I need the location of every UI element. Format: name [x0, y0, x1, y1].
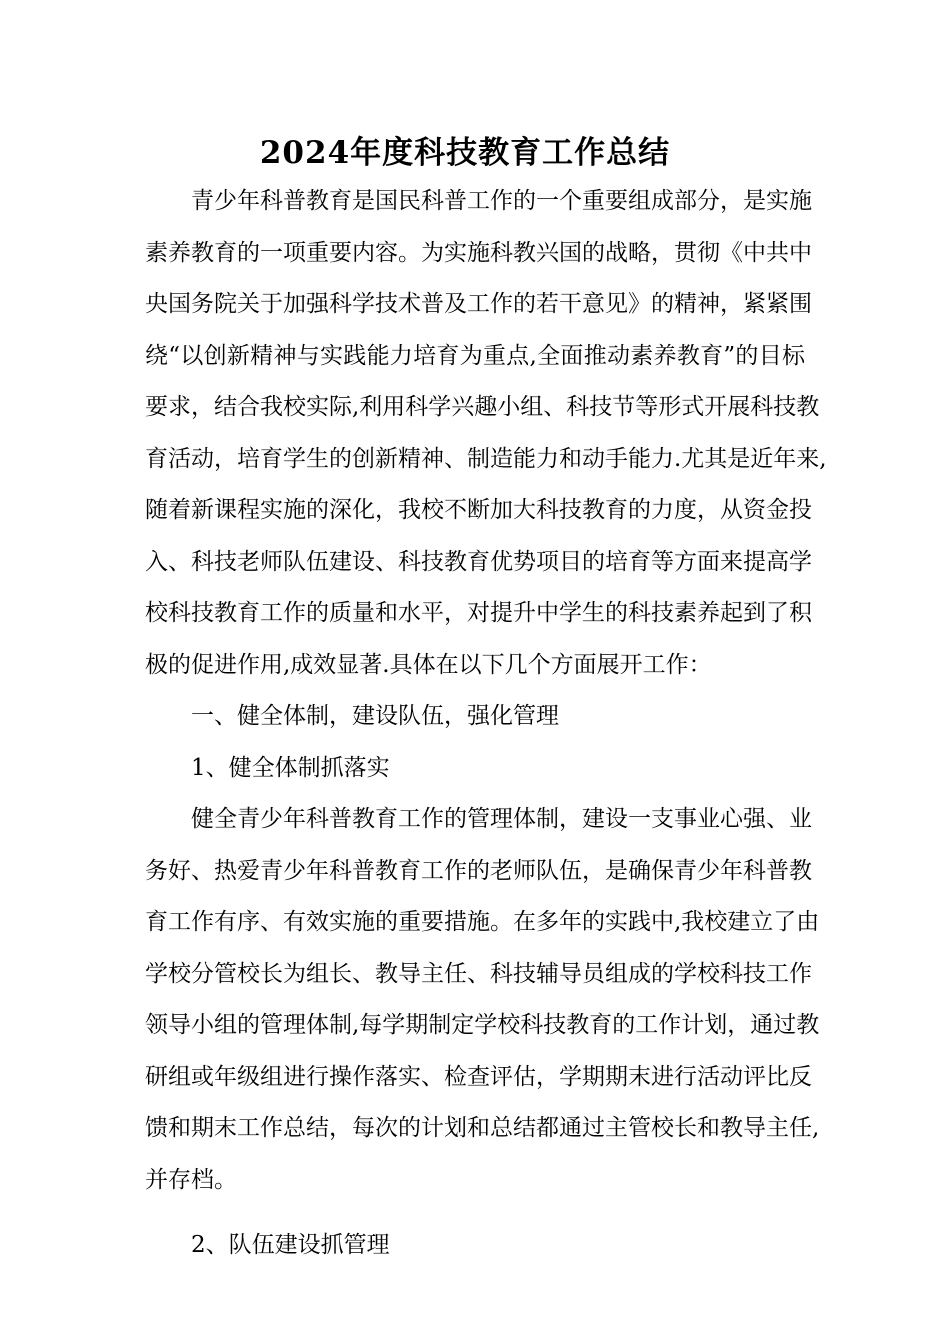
paragraph-line: 健全青少年科普教育工作的管理体制，建设一支事业心强、业	[191, 806, 812, 832]
paragraph-line: 育工作有序、有效实施的重要措施。在多年的实践中,我校建立了由	[145, 909, 820, 935]
paragraph-line: 入、科技老师队伍建设、科技教育优势项目的培育等方面来提高学	[145, 548, 812, 575]
paragraph-line: 要求，结合我校实际,利用科学兴趣小组、科技节等形式开展科技教	[145, 394, 820, 420]
paragraph-intro	[145, 176, 827, 691]
paragraph-line: 随着新课程实施的深化，我校不断加大科技教育的力度，从资金投	[145, 497, 812, 523]
paragraph-line: 务好、热爱青少年科普教育工作的老师队伍，是确保青少年科普教	[145, 857, 812, 884]
paragraph-line: 学校分管校长为组长、教导主任、科技辅导员组成的学校科技工作	[145, 960, 812, 987]
paragraph-line: 并存档。	[145, 1166, 237, 1193]
document-title: 2024年度科技教育工作总结	[259, 135, 671, 171]
paragraph-line: 央国务院关于加强科学技术普及工作的若干意见》的精神，紧紧围	[145, 291, 812, 317]
subsection-heading: 1、健全体制抓落实	[191, 754, 390, 781]
paragraph-line: 领导小组的管理体制,每学期制定学校科技教育的工作计划，通过教	[145, 1012, 820, 1038]
paragraph-line: 绕“以创新精神与实践能力培育为重点,全面推动素养教育”的目标	[145, 342, 805, 369]
paragraph-line: 育活动，培育学生的创新精神、制造能力和动手能力.尤其是近年来,	[145, 445, 827, 472]
paragraph-line: 极的促进作用,成效显著.具体在以下几个方面展开工作：	[145, 651, 712, 678]
section-heading: 一、健全体制，建设队伍，强化管理	[191, 703, 559, 729]
document-page	[145, 130, 827, 1272]
paragraph-line: 研组或年级组进行操作落实、检查评估，学期期末进行活动评比反	[145, 1063, 812, 1090]
spacer	[145, 1206, 805, 1220]
paragraph-line: 青少年科普教育是国民科普工作的一个重要组成部分，是实施	[191, 188, 812, 214]
paragraph-line: 素养教育的一项重要内容。为实施科教兴国的战略，贯彻《中共中	[145, 239, 812, 266]
subsection-heading: 2、队伍建设抓管理	[191, 1232, 390, 1258]
paragraph-line: 校科技教育工作的质量和水平，对提升中学生的科技素养起到了积	[145, 600, 812, 626]
paragraph-management	[145, 794, 820, 1206]
paragraph-line: 馈和期末工作总结，每次的计划和总结都通过主管校长和教导主任,	[145, 1115, 820, 1141]
